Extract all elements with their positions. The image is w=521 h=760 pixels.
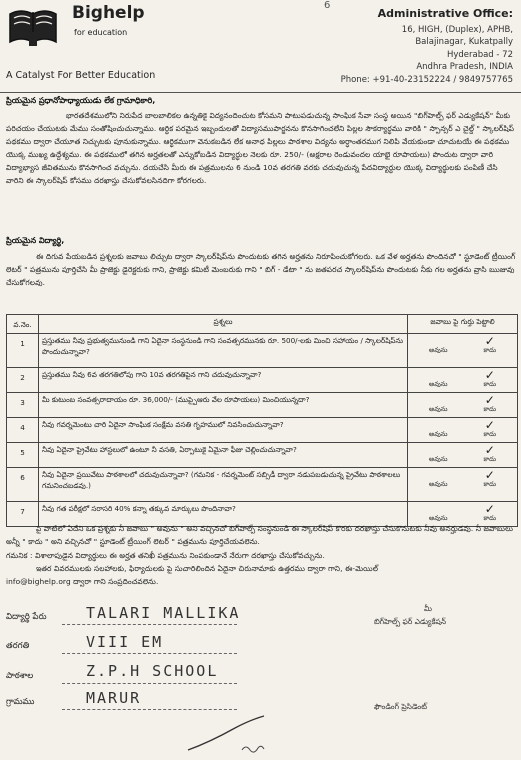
class-underline: [62, 653, 237, 654]
row-question: నీవు గవర్నమెంటు చారి ఏదైనా సాంఘిక సంక్షేమ వసతి గృహములో నివసించుచున్నావా?: [39, 418, 408, 443]
address-line: Andhra Pradesh, INDIA: [416, 62, 513, 72]
table-row: [7, 393, 518, 418]
answer-no-option[interactable]: [484, 470, 496, 490]
eligibility-note: పై వాటిలో ఏదేని ఒక ప్రశ్నకు నీ జవాబు " అవును " అని వచ్చినచో బిగ్‌హెల్ప్ సంస్థనుండి ఈ స్కాలర్‌షిప్ కొరకు దరఖాస్తు చేసుకొనుటకు నీవు అనర్హుడవు. నీ జవాబులు అన్నీ " కాదు " అని వచ్చినచో " స్టూడెంట్ ట్రీయింగ్ లెటర్ " పత్రమును పూర్తిచేయవలెను.: [6, 524, 513, 546]
answer-no-label: కాదు: [483, 346, 496, 354]
student-name-value[interactable]: TALARI MALLIKA: [86, 604, 241, 622]
answer-no-label: కాదు: [483, 480, 496, 488]
signoff-organization: బిగ్‌హెల్ప్ ఫర్ ఎడ్యుకేషన్: [374, 617, 447, 626]
answer-no-label: కాదు: [483, 455, 496, 463]
answer-no-option[interactable]: [484, 336, 496, 356]
school-label: పాఠశాల: [6, 671, 34, 681]
row-number: 3: [7, 393, 39, 418]
row-question: ప్రస్తుతము నీవు ప్రభుత్వమునుండి గాని ఏదైనా సంస్థనుండి గాని సంవత్సరమునకు రూ. 500/-లకు మించి సహాయం / స్కాలర్‌షిప్‌ను పొందుచున్నావా?: [39, 334, 408, 368]
salutation-headmaster: ప్రియమైన ప్రధానోపాధ్యాయుడు లేక గ్రామాధికారి,: [6, 96, 156, 105]
answer-cell: [408, 368, 518, 393]
village-value[interactable]: MARUR: [86, 689, 142, 707]
answer-cell: [408, 393, 518, 418]
contact-note: ఇతర వివరములకు సలహాలకు, ఫిర్యాదులకు పై సుచారిలిందిన ఏదైనా చిరునామాకు ఉత్తరము ద్వారా గాని, ఈ-మెయిల్: [36, 564, 379, 573]
check-mark-icon: ✓: [484, 418, 495, 432]
special-note: గమనిక : విశాలాపుడైన విద్యార్థులు ఈ అర్హత తనిఖీ పత్రమును నింపకుండానే నేరుగా దరఖాస్తు చేసుకోవచ్చును.: [6, 551, 325, 560]
row-question: నీవు గత పరీక్షలో సరాసరి 40% కన్నా తక్కువ మార్కులు పొందినావా?: [39, 502, 408, 527]
answer-no-option[interactable]: [484, 504, 496, 524]
row-number: 7: [7, 502, 39, 527]
answer-no-option[interactable]: [484, 370, 496, 390]
eligibility-table: [6, 314, 518, 527]
office-title: Administrative Office:: [377, 7, 513, 20]
answer-yes-option[interactable]: అవును: [429, 514, 448, 522]
school-value[interactable]: Z.P.H SCHOOL: [86, 662, 219, 680]
check-mark-icon: ✓: [484, 502, 495, 516]
row-question: నీవు ఏదైనా ప్రయివేటు పాఠశాలలో చదువుచున్నావా? (గమనిక - గవర్నమెంట్ సబ్సిడీ ద్వారా నడుపబడుచున్న ప్రైవేటు పాఠశాలలు గమనించబడవు.): [39, 468, 408, 502]
signature-icon: [180, 704, 290, 754]
book-logo-icon: [6, 4, 60, 48]
answer-no-label: కాదు: [483, 405, 496, 413]
name-underline: [62, 624, 237, 625]
check-mark-icon: ✓: [484, 334, 495, 348]
answer-no-label: కాదు: [483, 430, 496, 438]
table-row: [7, 368, 518, 393]
column-header-answer: జవాబు పై గుర్తు పెట్టాలి: [408, 315, 518, 334]
answer-no-label: కాదు: [483, 380, 496, 388]
answer-yes-option[interactable]: అవును: [429, 480, 448, 488]
answer-yes-option[interactable]: అవును: [429, 346, 448, 354]
brand-subtitle: for education: [74, 28, 128, 37]
row-number: 1: [7, 334, 39, 368]
answer-cell: [408, 443, 518, 468]
class-label: తరగతి: [6, 641, 30, 651]
column-header-number: వ.నెం.: [7, 315, 39, 334]
answer-yes-option[interactable]: అవును: [429, 430, 448, 438]
answer-no-label: కాదు: [483, 514, 496, 522]
row-question: మీ కుటుంబ సంవత్సరాదాయం రూ. 36,000/- (ముప్పైఆరు వేల రూపాయలు) మించియున్నదా?: [39, 393, 408, 418]
answer-cell: [408, 468, 518, 502]
answer-yes-option[interactable]: అవును: [429, 405, 448, 413]
header-divider: [0, 92, 521, 93]
school-underline: [62, 683, 237, 684]
table-header-row: [7, 315, 518, 334]
answer-yes-option[interactable]: అవును: [429, 455, 448, 463]
signoff-label: మీ: [424, 604, 432, 613]
column-header-questions: ప్రశ్నలు: [39, 315, 408, 334]
row-number: 5: [7, 443, 39, 468]
top-handwritten-mark: 6: [324, 0, 331, 11]
answer-yes-option[interactable]: అవును: [429, 380, 448, 388]
row-question: ప్రస్తుతము నీవు 6వ తరగతిలోపు గాని 10వ తరగతిపైన గాని చదువుచున్నావా?: [39, 368, 408, 393]
student-paragraph: ఈ దిగువ పేయబడిన ప్రశ్నలకు జవాబు లిచ్చుట ద్వారా స్కాలర్‌షిప్‌ను పొందుటకు తగిన అర్హతను నిరూపించుకోగలరు. ఒక వేళ అర్హతను పొందినచో " స్టూడెంట్ ట్రీయింగ్ లెటర్ " పత్రమును పూర్తిచేసి మీ ప్రాజెక్టు డైరెక్టరుకు గాని, ప్రాజెక్టు కమిటీ మెంబరుకు గాని " బిగ్ - డేటా " ను జతపరచ స్కాలర్‌షిప్‌ను పొందుటకు నీకు గల అర్హతను వ్రాసి ఋజువు చేసుకోగలవు.: [6, 252, 516, 287]
address-line: 16, HIGH, (Duplex), APHB,: [401, 24, 513, 35]
answer-no-option[interactable]: [484, 420, 496, 440]
row-number: 6: [7, 468, 39, 502]
student-name-label: విద్యార్థి పేరు: [6, 612, 47, 622]
check-mark-icon: ✓: [484, 443, 495, 457]
answer-cell: [408, 334, 518, 368]
answer-cell: [408, 418, 518, 443]
village-label: గ్రామము: [6, 697, 35, 707]
check-mark-icon: ✓: [484, 468, 495, 482]
check-mark-icon: ✓: [484, 368, 495, 382]
answer-no-option[interactable]: [484, 445, 496, 465]
table-row: [7, 418, 518, 443]
class-value[interactable]: VIII EM: [86, 633, 164, 651]
answer-no-option[interactable]: [484, 395, 496, 415]
contact-email: info@bighelp.org ద్వారా గాని సంప్రదించవలెను.: [6, 577, 159, 586]
signoff-title: ఫౌండింగ్ ప్రెసిడెంట్: [374, 702, 427, 711]
table-row: [7, 443, 518, 468]
tagline: A Catalyst For Better Education: [6, 70, 156, 81]
brand-name: Bighelp: [72, 3, 145, 23]
row-question: నీవు ఏదైనా ప్రైవేటు హాస్టలులో ఉంటూ నీ వసతి, ఏర్పాటుకై ఏమైనా ఫీజు చెల్లించుచున్నావా?: [39, 443, 408, 468]
office-address-block: [333, 8, 513, 86]
row-number: 2: [7, 368, 39, 393]
address-line: Balajinagar, Kukatpally: [415, 37, 513, 47]
table-row: [7, 468, 518, 502]
row-number: 4: [7, 418, 39, 443]
salutation-student: ప్రియమైన విద్యార్థి,: [6, 236, 65, 245]
address-line: Hyderabad - 72: [446, 49, 513, 60]
office-phone: Phone: +91-40-23152224 / 9849757765: [340, 74, 513, 85]
check-mark-icon: ✓: [484, 393, 495, 407]
intro-paragraph: భారతదేశములోని నిరుపేద బాలబాలికల ఉన్నతికై విద్యనందించుట కోసమని పాటుపడుచున్న సాంఘిక సేవా సంస్థ అయిన "బిగ్‌హెల్ప్ ఫర్ ఎడ్యుకేషన్" మీకు పరిచయం చేయుటకు మేము సంతోషించుచున్నాము. ఆర్థిక పరమైన ఇబ్బందులతో విద్యాసముపార్జనను కొనసాగించలేని పిల్లల సౌకర్యార్థము వారికి " స్పాన్సర్ ఎ చైల్డ్ " స్కాలర్‌షిప్ పథకము ద్వారా చేయూత నిచ్చుటకు పూనుకున్నాము. ఆర్థికముగా వెనుకబడిన లేక అనాధ పిల్లలు పాఠశాల విద్యను అర్ధాంతరముగ నిలిపి వేయకుండా చూచుటయే ఈ పథకము యొక్క ముఖ్య ఉద్దేశ్యము. ఈ పథకములో తగిన అర్హతలతో ఎన్నుకోబడిన విద్యార్థుల నెలకు రూ. 250/- (అక్షరాల రెండువందల యాభై రూపాయలు) పొందుట ద్వారా వారి విద్యాభ్యాస జీవితమును కొనసాగించ వచ్చును. దయచేసి మీరు ఈ పత్రములను 6 నుండి 10వ తరగతి వరకు చదువుచున్న పేదవిద్యార్థుల యొక్క విద్యార్థులకు పంపిణీ చేసి వారిని ఈ స్కాలర్‌షిప్ కోసము దరఖాస్తు చేసుకోవలసినదిగా కోరగలరు.: [6, 111, 515, 185]
table-row: [7, 334, 518, 368]
